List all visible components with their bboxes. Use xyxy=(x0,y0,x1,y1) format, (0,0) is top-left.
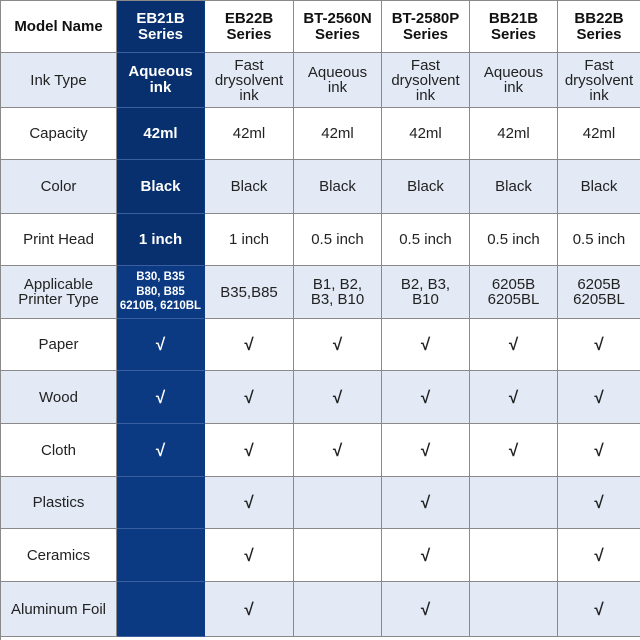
row-label: Ink Type xyxy=(1,53,117,108)
table-cell: Aqueous ink xyxy=(294,53,382,108)
header-column-5: BB21B Series xyxy=(470,1,558,53)
check-mark: √ xyxy=(205,529,294,582)
table-cell: 1 inch xyxy=(205,214,294,266)
table-cell: Black xyxy=(470,160,558,214)
table-cell: 6205B 6205BL xyxy=(470,266,558,319)
table-cell: B2, B3, B10 xyxy=(382,266,470,319)
table-cell: Aqueous ink xyxy=(117,53,205,108)
check-mark: √ xyxy=(382,371,470,424)
table-cell: Black xyxy=(205,160,294,214)
row-label: Wood xyxy=(1,371,117,424)
table-cell: B30, B35 B80, B85 6210B, 6210BL xyxy=(117,266,205,319)
check-mark: √ xyxy=(117,319,205,371)
table-cell: 42ml xyxy=(382,108,470,160)
table-cell: Black xyxy=(558,160,640,214)
table-cell xyxy=(117,582,205,637)
row-label: Print Head xyxy=(1,214,117,266)
row-label: Cloth xyxy=(1,424,117,477)
row-label: Ceramics xyxy=(1,529,117,582)
check-mark: √ xyxy=(205,477,294,529)
table-cell: Black xyxy=(294,160,382,214)
check-mark: √ xyxy=(205,424,294,477)
check-mark: √ xyxy=(470,424,558,477)
table-cell: Black xyxy=(382,160,470,214)
check-mark: √ xyxy=(558,477,640,529)
row-label: Capacity xyxy=(1,108,117,160)
table-cell xyxy=(470,477,558,529)
header-model-name: Model Name xyxy=(1,1,117,53)
check-mark: √ xyxy=(558,529,640,582)
header-column-3: BT-2560N Series xyxy=(294,1,382,53)
table-cell: Fast drysolvent ink xyxy=(558,53,640,108)
check-mark: √ xyxy=(382,424,470,477)
header-column-4: BT-2580P Series xyxy=(382,1,470,53)
check-mark: √ xyxy=(382,319,470,371)
check-mark: √ xyxy=(382,477,470,529)
header-column-6: BB22B Series xyxy=(558,1,640,53)
check-mark: √ xyxy=(205,371,294,424)
table-cell xyxy=(470,529,558,582)
header-column-2: EB22B Series xyxy=(205,1,294,53)
table-cell: B35,B85 xyxy=(205,266,294,319)
table-cell: 42ml xyxy=(117,108,205,160)
row-label: Color xyxy=(1,160,117,214)
table-cell: 0.5 inch xyxy=(294,214,382,266)
table-cell: Fast drysolvent ink xyxy=(382,53,470,108)
check-mark: √ xyxy=(470,319,558,371)
check-mark: √ xyxy=(205,582,294,637)
table-cell xyxy=(294,477,382,529)
check-mark: √ xyxy=(294,319,382,371)
table-cell: 0.5 inch xyxy=(382,214,470,266)
table-cell xyxy=(294,582,382,637)
table-cell: 6205B 6205BL xyxy=(558,266,640,319)
check-mark: √ xyxy=(558,582,640,637)
check-mark: √ xyxy=(294,371,382,424)
check-mark: √ xyxy=(558,371,640,424)
table-cell: Black xyxy=(117,160,205,214)
table-cell: 42ml xyxy=(470,108,558,160)
table-cell: 42ml xyxy=(205,108,294,160)
table-cell: Fast drysolvent ink xyxy=(205,53,294,108)
row-label: Aluminum Foil xyxy=(1,582,117,637)
row-label: Paper xyxy=(1,319,117,371)
table-cell: B1, B2, B3, B10 xyxy=(294,266,382,319)
table-cell: 1 inch xyxy=(117,214,205,266)
table-cell: Aqueous ink xyxy=(470,53,558,108)
check-mark: √ xyxy=(294,424,382,477)
check-mark: √ xyxy=(558,424,640,477)
row-label: Plastics xyxy=(1,477,117,529)
row-label: Applicable Printer Type xyxy=(1,266,117,319)
table-cell xyxy=(117,529,205,582)
check-mark: √ xyxy=(558,319,640,371)
table-cell xyxy=(294,529,382,582)
table-cell xyxy=(470,582,558,637)
check-mark: √ xyxy=(117,371,205,424)
table-cell: 0.5 inch xyxy=(558,214,640,266)
header-column-1: EB21B Series xyxy=(117,1,205,53)
check-mark: √ xyxy=(382,529,470,582)
check-mark: √ xyxy=(382,582,470,637)
check-mark: √ xyxy=(470,371,558,424)
table-cell: 0.5 inch xyxy=(470,214,558,266)
check-mark: √ xyxy=(117,424,205,477)
table-cell: 42ml xyxy=(294,108,382,160)
check-mark: √ xyxy=(205,319,294,371)
table-cell xyxy=(117,477,205,529)
table-cell: 42ml xyxy=(558,108,640,160)
